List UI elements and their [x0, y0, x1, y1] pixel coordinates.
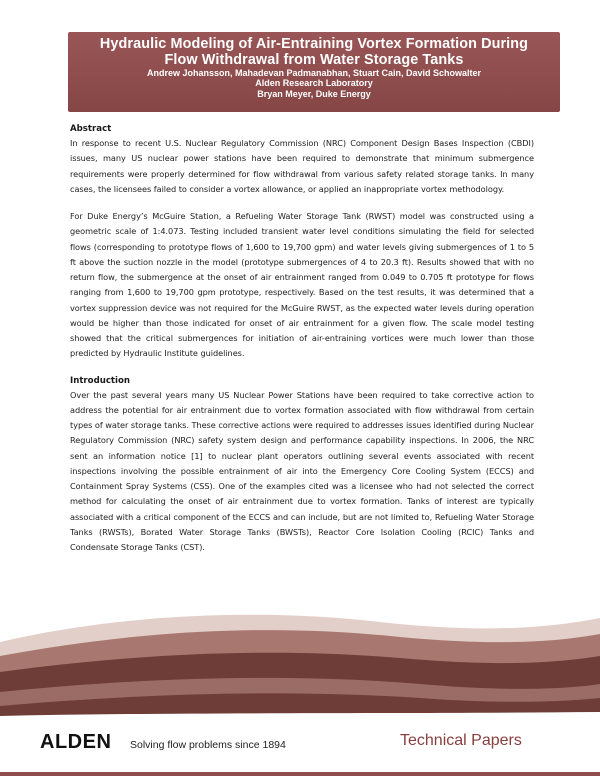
paper-title-line-1: Hydraulic Modeling of Air-Entraining Vortex Formation During	[99, 36, 529, 52]
abstract-paragraph-2: For Duke Energy’s McGuire Station, a Refueling Water Storage Tank (RWST) model was constructed using a geometric scale of 1:4.073. Testing included transient water level conditions simulating the field for selected flows (corresponding to prototype flows of 1,600 to 19,700 gpm) and water levels giving submergences of 1 to 5 ft above the suction nozzle in the model (prototype submergences of 4 to 20.3 ft). Results showed that with no return flow, the submergence at the onset of air entrainment ranged from 0.049 to 0.705 ft prototype for flows ranging from 1,600 to 19,700 gpm prototype, respectively. Based on the test results, it was determined that a vortex suppression device was not required for the McGuire RWST, as the expected water levels during operation would be higher than those indicated for onset of air entrainment for a given flow. The scale model testing showed that the critical submergences for initiation of air-entraining vortices were much lower than those predicted by Hydraulic Institute guidelines.	[70, 211, 534, 359]
alden-logo: ALDEN	[40, 731, 112, 753]
paper-body	[70, 122, 534, 555]
abstract-paragraph-1: In response to recent U.S. Nuclear Regulatory Commission (NRC) Component Design Bases Inspection (CBDI) issues, many US nuclear power stations have been required to demonstrate that minimum submergence requirements were properly determined for flow withdrawal from various safety related storage tanks. In many cases, the licensees failed to consider a vortex allowance, or applied an inappropriate vortex methodology.	[70, 138, 534, 194]
organization: Alden Research Laboratory	[255, 78, 373, 89]
paragraph-gap	[70, 197, 534, 209]
paper-title-line-2: Flow Withdrawal from Water Storage Tanks	[164, 52, 464, 68]
title-banner	[68, 32, 560, 112]
section-gap	[70, 362, 534, 374]
introduction-heading: Introduction	[70, 375, 131, 386]
abstract-heading: Abstract	[70, 124, 112, 134]
author-list: Andrew Johansson, Mahadevan Padmanabhan, Stuart Cain, David Schowalter	[146, 68, 482, 78]
additional-author: Bryan Meyer, Duke Energy	[257, 88, 371, 99]
introduction-paragraph-1: Over the past several years many US Nuclear Power Stations have been required to take corrective action to address the potential for air entrainment due to vortex formation associated with flow withdrawal from certain types of water storage tanks. These corrective actions were required to addresses issues identified during Nuclear Regulatory Commission (NRC) safety system design and performance capability inspections. In 2006, the NRC sent an information notice [1] to nuclear plant operators outlining several events associated with recent inspections involving the possible entrainment of air into the Emergency Core Cooling System (ECCS) and Containment Spray Systems (CSS). One of the examples cited was a licensee who had not selected the correct method for calculating the onset of air entrainment due to vortex formation. Tanks of interest are typically associated with a critical component of the ECCS and can include, but are not limited to, Refueling Water Storage Tanks (RWSTs), Borated Water Storage Tanks (BWSTs), Reactor Core Isolation Cooling (RCIC) Tanks and Condensate Storage Tanks (CST).	[70, 389, 534, 552]
footer-tagline: Solving flow problems since 1894	[130, 739, 286, 751]
series-label: Technical Papers	[400, 732, 522, 749]
footer-bottom-rule	[0, 772, 600, 776]
